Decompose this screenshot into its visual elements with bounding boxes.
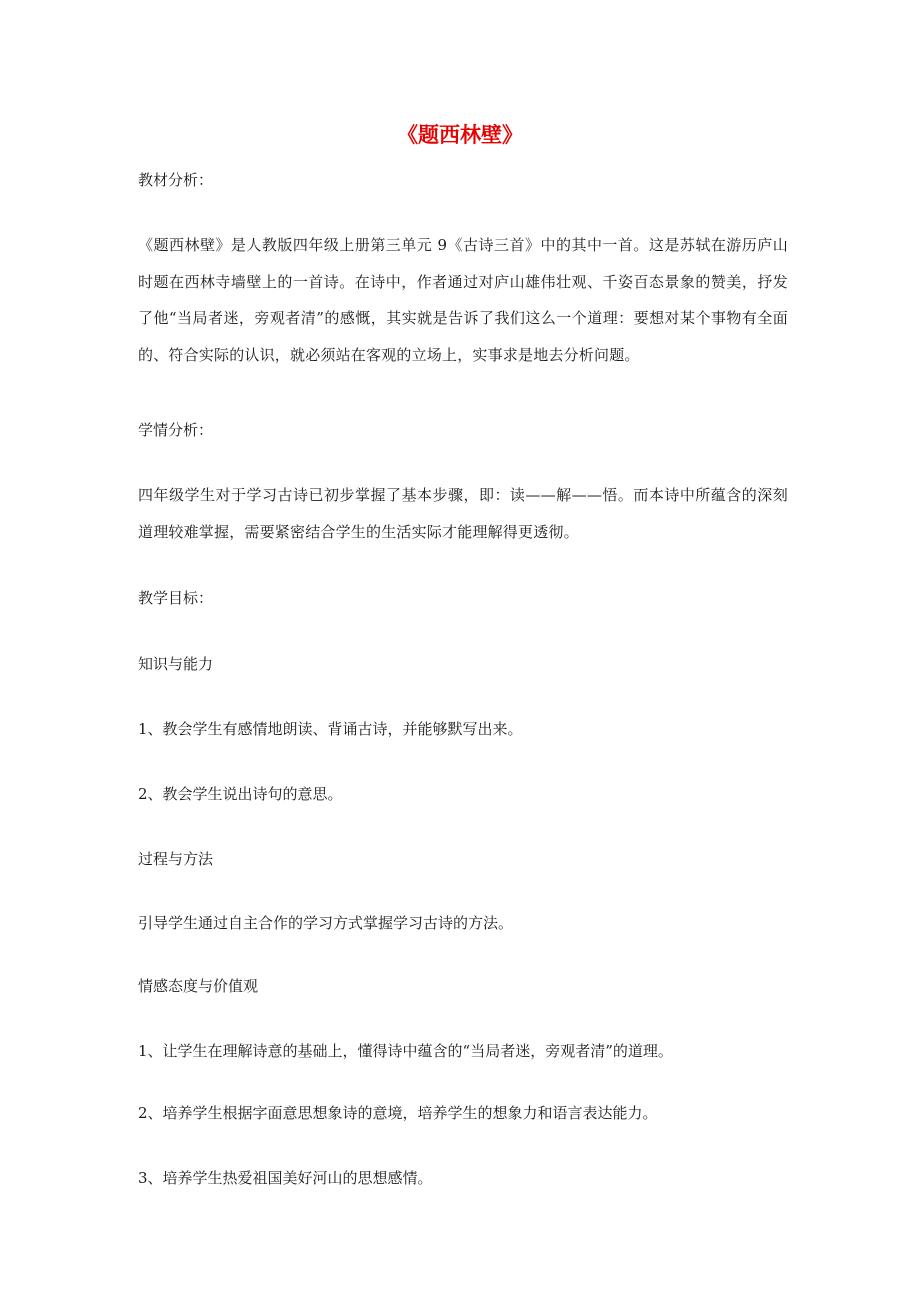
heading-textbook-analysis: 教材分析： — [138, 171, 214, 189]
heading-emotion-values: 情感态度与价值观 — [138, 977, 259, 995]
emotion-item-3: 3、培养学生热爱祖国美好河山的思想感情。 — [138, 1169, 433, 1187]
goal-item-1: 1、教会学生有感情地朗读、背诵古诗，并能够默写出来。 — [138, 720, 523, 738]
emotion-item-2: 2、培养学生根据字面意思想象诗的意境，培养学生的想象力和语言表达能力。 — [138, 1104, 658, 1122]
process-item: 引导学生通过自主合作的学习方式掌握学习古诗的方法。 — [138, 914, 514, 932]
heading-knowledge-ability: 知识与能力 — [138, 655, 214, 673]
heading-process-method: 过程与方法 — [138, 850, 214, 868]
document-title: 《题西林壁》 — [397, 123, 523, 147]
goal-item-2: 2、教会学生说出诗句的意思。 — [138, 785, 343, 803]
paragraph-student-analysis: 四年级学生对于学习古诗已初步掌握了基本步骤，即：读——解——悟。而本诗中所蕴含的深刻道理较难掌握，需要紧密结合学生的生活实际才能理解得更透彻。 — [138, 486, 788, 541]
heading-teaching-goals: 教学目标： — [138, 589, 214, 607]
heading-student-analysis: 学情分析： — [138, 421, 214, 439]
paragraph-textbook-analysis: 《题西林壁》是人教版四年级上册第三单元 9《古诗三首》中的其中一首。这是苏轼在游历庐山时题在西林寺墙壁上的一首诗。在诗中，作者通过对庐山雄伟壮观、千姿百态景象的赞美，抒发了他“当局者迷，旁观者清”的感慨，其实就是告诉了我们这么一个道理：要想对某个事物有全面的、符合实际的认识，就必须站在客观的立场上，实事求是地去分析问题。 — [138, 236, 788, 364]
emotion-item-1: 1、让学生在理解诗意的基础上，懂得诗中蕴含的“当局者迷，旁观者清”的道理。 — [138, 1042, 673, 1060]
